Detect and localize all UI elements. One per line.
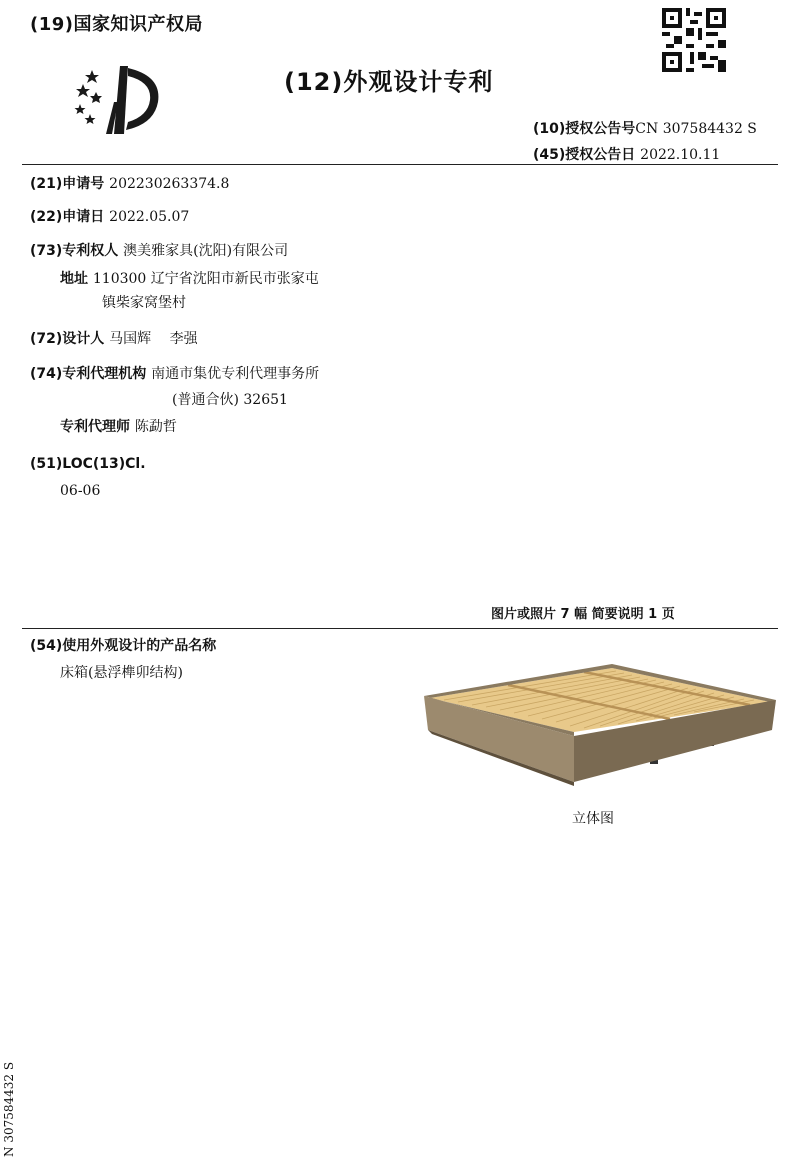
office-name: (19)国家知识产权局 <box>30 14 204 35</box>
figure-caption <box>572 810 614 828</box>
patentee-value: 澳美雅家具(沈阳)有限公司 <box>123 243 289 259</box>
publication-number-label: (10)授权公告号 <box>533 121 636 137</box>
patent-agency <box>30 365 319 383</box>
address <box>60 270 319 288</box>
patent-agent-value: 陈勐哲 <box>134 419 177 435</box>
patent-agent <box>60 418 177 436</box>
application-number-label: (21)申请号 <box>30 176 105 192</box>
patent-agency-line-2: (普通合伙) 32651 <box>172 392 288 408</box>
address-line-1: 110300 辽宁省沈阳市新民市张家屯 <box>92 271 319 287</box>
document-type-title: (12)外观设计专利 <box>284 68 494 96</box>
designer <box>30 330 198 348</box>
patent-agency-line-1: 南通市集优专利代理事务所 <box>151 366 320 382</box>
loc-classification-value-wrap <box>60 482 100 500</box>
publication-date-value: 2022.10.11 <box>640 147 721 163</box>
header-divider <box>22 164 778 165</box>
address-label: 地址 <box>60 271 88 287</box>
qr-code-icon <box>662 8 726 72</box>
publication-number <box>533 118 757 138</box>
application-date-label: (22)申请日 <box>30 209 105 225</box>
address-line-2: 镇柴家窝堡村 <box>102 295 186 311</box>
cnipa-logo-icon <box>70 62 166 138</box>
figures-note: 图片或照片 7 幅 简要说明 1 页 <box>491 607 675 622</box>
publication-number-value: CN 307584432 S <box>635 121 757 137</box>
publication-date-label: (45)授权公告日 <box>533 147 636 163</box>
application-number-value: 202230263374.8 <box>109 176 230 192</box>
loc-classification-label: (51)LOC(13)Cl. <box>30 456 146 472</box>
product-name-label: (54)使用外观设计的产品名称 <box>30 638 217 654</box>
figure-caption-text: 立体图 <box>572 811 614 827</box>
patent-agency-label: (74)专利代理机构 <box>30 366 147 382</box>
product-name-wrap <box>60 664 183 682</box>
product-name: 床箱(悬浮榫卯结构) <box>60 665 183 681</box>
designer-value: 马国辉 李强 <box>109 331 198 347</box>
patentee <box>30 242 288 260</box>
patent-agency-line-2-wrap <box>172 391 288 409</box>
patentee-label: (73)专利权人 <box>30 243 119 259</box>
section-divider <box>22 628 778 629</box>
bed-base-figure <box>424 664 776 794</box>
address-line-2-wrap <box>102 294 186 312</box>
patent-agent-label: 专利代理师 <box>60 419 130 435</box>
application-number <box>30 175 229 193</box>
application-date <box>30 208 189 226</box>
loc-classification-value: 06-06 <box>60 483 101 499</box>
publication-date <box>533 144 720 164</box>
side-publication-code: N 307584432 S <box>2 1061 16 1157</box>
designer-label: (72)设计人 <box>30 331 105 347</box>
application-date-value: 2022.05.07 <box>109 209 190 225</box>
